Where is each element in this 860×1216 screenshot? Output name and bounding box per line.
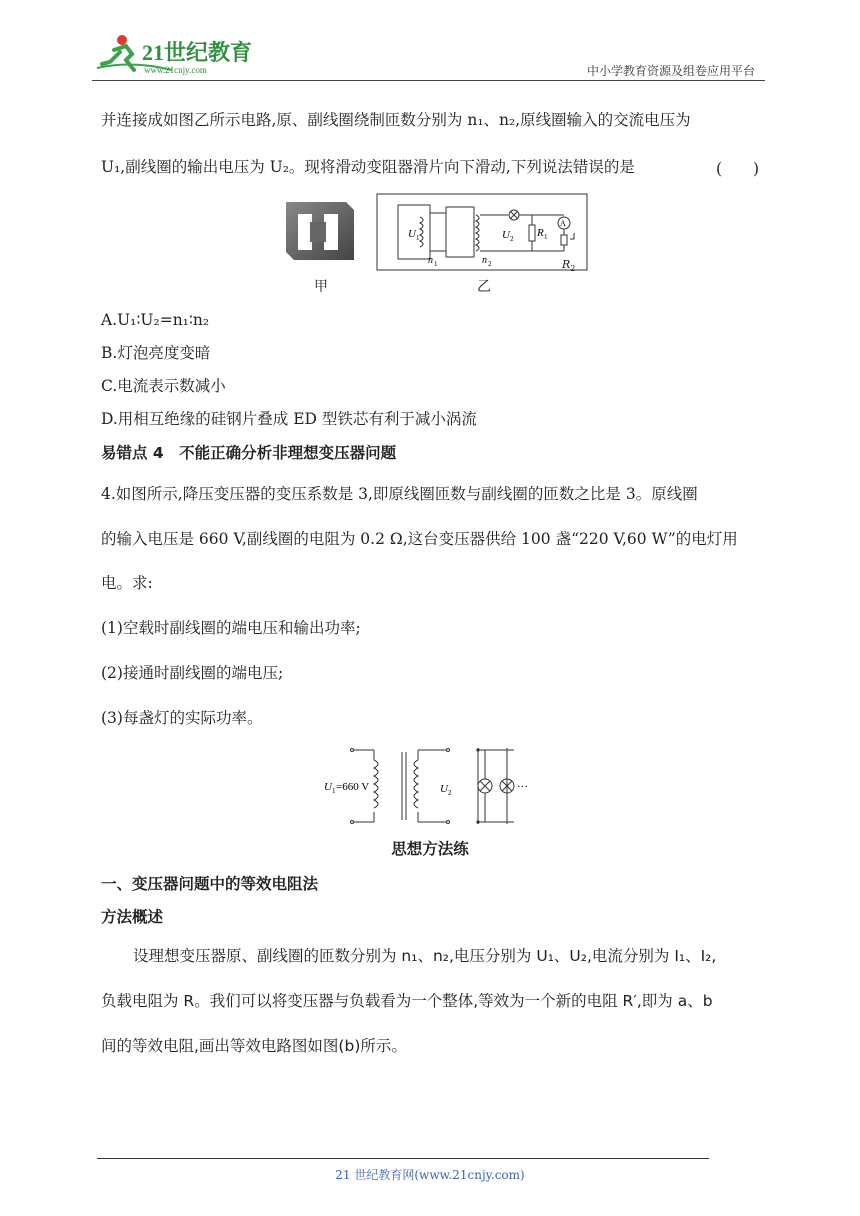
q4-line1: 4.如图所示,降压变压器的变压系数是 3,即原线圈匝数与副线圈的匝数之比是 3。原线圈 xyxy=(101,485,698,503)
label-u2: U xyxy=(502,229,510,241)
q4-line3: 电。求: xyxy=(101,574,153,592)
figure-caption-yi: 乙 xyxy=(477,279,491,295)
q4-sub3: (3)每盏灯的实际功率。 xyxy=(101,709,263,727)
header-divider xyxy=(92,80,765,81)
label-u1: U xyxy=(324,781,332,793)
method-line1: 设理想变压器原、副线圈的匝数分别为 n₁、n₂,电压分别为 U₁、U₂,电流分别为 I₁、I₂, xyxy=(133,947,717,965)
option-b: B.灯泡亮度变暗 xyxy=(101,344,211,362)
label-u1-sub: 1 xyxy=(332,787,336,795)
site-logo xyxy=(92,30,262,80)
q3-line2: U₁,副线圈的输出电压为 U₂。现将滑动变阻器滑片向下滑动,下列说法错误的是 xyxy=(101,158,635,176)
label-n1-sub: 1 xyxy=(434,260,438,268)
q4-line2: 的输入电压是 660 V,副线圈的电阻为 0.2 Ω,这台变压器供给 100 盏“220 V,60 W”的电灯用 xyxy=(101,530,738,548)
label-u1-value: =660 V xyxy=(336,781,370,793)
method-line2: 负载电阻为 R。我们可以将变压器与负载看为一个整体,等效为一个新的电阻 R′,即为 a、b xyxy=(101,992,713,1010)
footer-divider xyxy=(97,1158,709,1159)
label-r1: R xyxy=(537,227,544,239)
method-line3: 间的等效电阻,画出等效电路图如图(b)所示。 xyxy=(101,1037,407,1055)
label-u1: U xyxy=(408,228,416,240)
section-title: 易错点 4 不能正确分析非理想变压器问题 xyxy=(101,444,397,462)
option-c: C.电流表示数减小 xyxy=(101,377,226,395)
ammeter-symbol: A xyxy=(560,219,566,228)
label-u2-sub: 2 xyxy=(510,235,514,243)
transformer-circuit-figure xyxy=(376,193,588,275)
q3-line1: 并连接成如图乙所示电路,原、副线圈绕制匝数分别为 n₁、n₂,原线圈输入的交流电压为 xyxy=(101,111,691,129)
step-down-transformer-figure xyxy=(322,742,542,830)
label-n2: n xyxy=(482,255,487,266)
method-part1-title: 一、变压器问题中的等效电阻法 xyxy=(101,875,319,893)
label-r2: $R_2$ xyxy=(562,258,576,274)
label-u2-sub: 2 xyxy=(448,789,452,797)
footer-text: 21 世纪教育网(www.21cnjy.com) xyxy=(335,1168,525,1182)
label-u2: U xyxy=(440,783,448,795)
method-heading: 思想方法练 xyxy=(391,840,469,858)
option-d: D.用相互绝缘的硅钢片叠成 ED 型铁芯有利于减小涡流 xyxy=(101,410,477,428)
header-platform-name: 中小学教育资源及组卷应用平台 xyxy=(586,64,755,78)
answer-parentheses: ( ) xyxy=(716,160,760,178)
option-a: A.U₁∶U₂=n₁∶n₂ xyxy=(101,311,210,329)
more-lamps-ellipsis: ··· xyxy=(517,781,528,793)
logo-url: www.21cnjy.com xyxy=(144,65,207,75)
method-subtitle: 方法概述 xyxy=(101,908,164,926)
q4-sub2: (2)接通时副线圈的端电压; xyxy=(101,664,284,682)
label-n1: n xyxy=(428,255,433,266)
label-u1-sub: 1 xyxy=(416,234,420,242)
figure-caption-jia: 甲 xyxy=(314,279,328,295)
label-n2-sub: 2 xyxy=(488,260,492,268)
q4-sub1: (1)空载时副线圈的端电压和输出功率; xyxy=(101,619,361,637)
logo-text: 21世纪教育 xyxy=(142,40,253,65)
iron-core-figure xyxy=(276,196,358,268)
label-r1-sub: 1 xyxy=(544,233,548,241)
